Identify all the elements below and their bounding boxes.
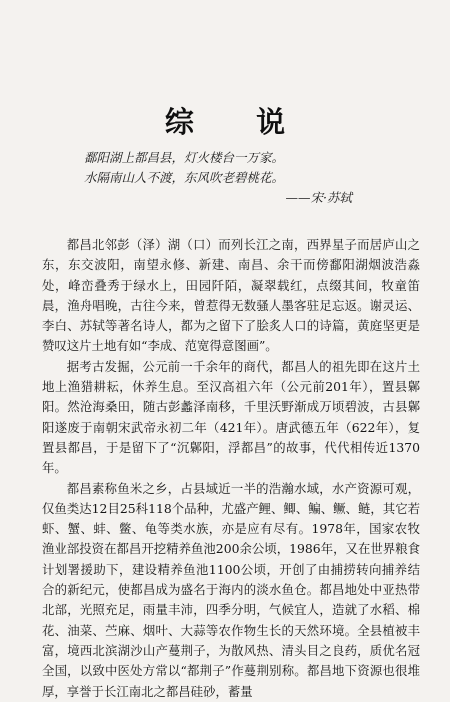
body-text [42, 235, 420, 702]
paragraph: 都昌素称鱼米之乡，占县域近一半的浩瀚水域，水产资源可观，仅鱼类达12目25科118个品种，尤盛产鲤、鲫、鳊、鳜、鲢，其它若虾、蟹、蚌、鳖、龟等类水族，亦是应有尽有。1978年，国家农牧渔业部投资在都昌开挖精养鱼池200余公顷，1986年，又在世界粮食计划署援助下，建设精养鱼池1100公顷，开创了由捕捞转向捕养结合的新纪元，使都昌成为盛名于海内的淡水鱼仓。都昌地处中亚热带北部，光照充足，雨量丰沛，四季分明，气候宜人，造就了水稻、棉花、油菜、苎麻、烟叶、大蒜等农作物生长的天然环境。全县植被丰富，境西北滨湖沙山产蔓荆子，为散风热、清头目之良药，质优名冠全国，以致中医处方常以“都荆子”作蔓荆别称。都昌地下资源也很堆厚，享誉于长江南北之都昌硅砂，蓄量 [42, 480, 420, 699]
section-title: 综 说 [164, 105, 312, 139]
poem-attribution: ——宋·苏轼 [285, 190, 352, 205]
paragraph: 都昌北邻彭（泽）湖（口）而列长江之南，西界星子而居庐山之东，东交波阳，南望永修、新建、南昌、余干而傍鄱阳湖烟波浩淼处，峰峦叠秀于绿水上，田园阡陌，凝翠载红，点缀其间，牧童笛晨，渔舟唱晚，古往今来，曾惹得无数骚人墨客驻足忘返。谢灵运、李白、苏轼等著名诗人，都为之留下了脍炙人口的诗篇，黄庭坚更是赞叹这片土地有如“李成、范宽得意图画”。 [42, 237, 420, 354]
poem-line: 水隔南山人不渡，东风吹老碧桃花。 [84, 170, 285, 185]
poem-line: 鄱阳湖上都昌县，灯火楼台一万家。 [84, 150, 285, 165]
paragraph: 据考古发掘，公元前一千余年的商代，都昌人的祖先即在这片土地上渔猎耕耘，休养生息。至汉高祖六年（公元前201年），置县鄡阳。然沧海桑田，随古彭蠡泽南移，千里沃野渐成万顷碧波，古县鄡阳遂废于南朝宋武帝永初二年（421年）。唐武德五年（622年），复置县都昌，于是留下了“沉鄡阳，浮都昌”的故事，代代相传近1370年。 [42, 358, 420, 476]
epigraph-poem [84, 148, 374, 208]
